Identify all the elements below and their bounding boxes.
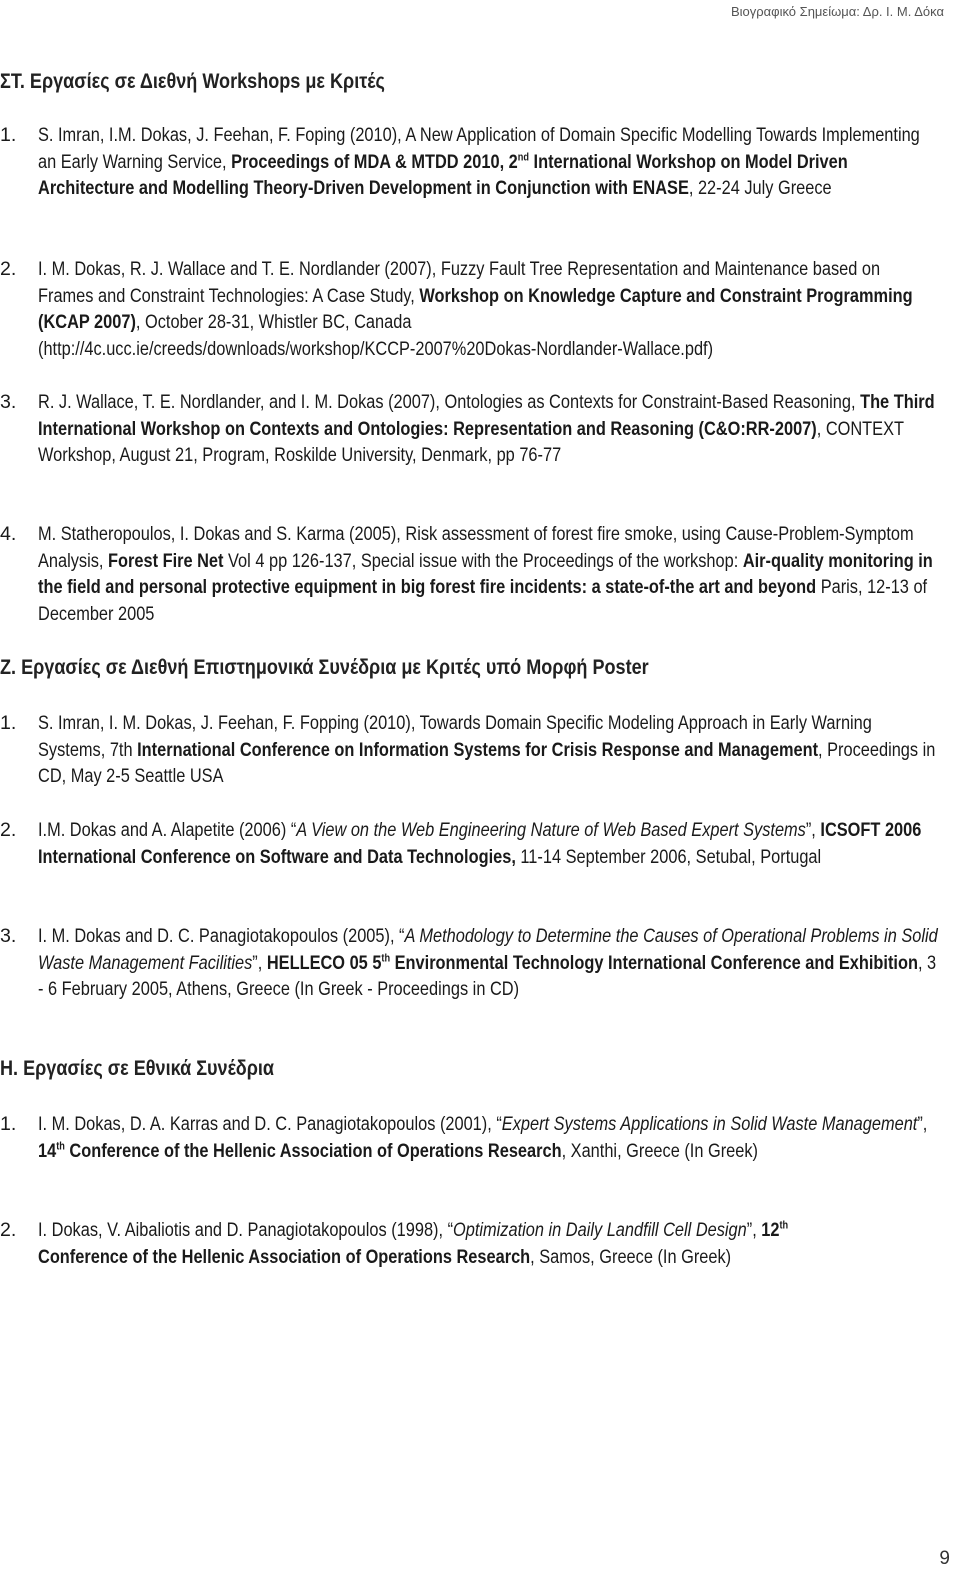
entry-text: I. M. Dokas and D. C. Panagiotakopoulos (2005), “A Methodology to Determine the Causes of Operational Problems in Solid Waste Management Facilities”, HELLECO 05 5th Environmental Technology International Conference and Exhibition, 3 - 6 February 2005, Athens, Greece (In Greek - Proceedings in CD) (38, 925, 938, 1001)
entry-number: 1. (0, 124, 17, 146)
entry-number: 3. (0, 925, 17, 947)
page-number: 9 (939, 1548, 950, 1569)
entry-text: M. Statheropoulos, I. Dokas and S. Karma (2005), Risk assessment of forest fire smoke, using Cause-Problem-Symptom Analysis, Forest Fire Net Vol 4 pp 126-137, Special issue with the Proceedings of the workshop: Air-quality monitoring in the field and personal protective equipment in big forest fire incidents: a state-of-the art and beyond Paris, 12-13 of December 2005 (38, 523, 933, 625)
section-title-national-conferences: Η. Εργασίες σε Εθνικά Συνέδρια (0, 1057, 274, 1080)
entry-text: I. M. Dokas, R. J. Wallace and T. E. Nordlander (2007), Fuzzy Fault Tree Representation and Maintenance based on Frames and Constraint Technologies: A Case Study, Workshop on Knowledge Capture and Constraint Programming (KCAP 2007), October 28-31, Whistler BC, Canada (http://4c.ucc.ie/creeds/downloads/workshop/KCCP-2007%20Dokas-Nordlander-Wallace.pdf) (38, 258, 913, 360)
entry-text: R. J. Wallace, T. E. Nordlander, and I. M. Dokas (2007), Ontologies as Contexts for Constraint-Based Reasoning, The Third International Workshop on Contexts and Ontologies: Representation and Reasoning (C&O:RR-2007), CONTEXT Workshop, August 21, Program, Roskilde University, Denmark, pp 76-77 (38, 391, 935, 467)
running-header: Βιογραφικό Σημείωμα: Δρ. Ι. Μ. Δόκα (730, 4, 944, 19)
entry-number: 3. (0, 391, 17, 413)
entry-text: S. Imran, I.M. Dokas, J. Feehan, F. Foping (2010), A New Application of Domain Specific Modelling Towards Implementing an Early Warning Service, Proceedings of MDA & MTDD 2010, 2nd International Workshop on Model Driven Architecture and Modelling Theory-Driven Development in Conjunction with ENASE, 22-24 July Greece (38, 124, 920, 200)
entry-number: 2. (0, 819, 17, 841)
section-title-poster-conferences: Ζ. Εργασίες σε Διεθνή Επιστημονικά Συνέδρια με Κριτές υπό Μορφή Poster (0, 656, 649, 679)
entry-number: 1. (0, 1113, 17, 1135)
entry-number: 2. (0, 1219, 17, 1241)
entry-number: 2. (0, 258, 17, 280)
entry-text: I. M. Dokas, D. A. Karras and D. C. Panagiotakopoulos (2001), “Expert Systems Applications in Solid Waste Management”, 14th Conference of the Hellenic Association of Operations Research, Xanthi, Greece (In Greek) (38, 1113, 928, 1162)
entry-text: S. Imran, I. M. Dokas, J. Feehan, F. Fopping (2010), Towards Domain Specific Modeling Approach in Early Warning Systems, 7th International Conference on Information Systems for Crisis Response and Management, Proceedings in CD, May 2-5 Seattle USA (38, 712, 936, 788)
entry-number: 1. (0, 712, 17, 734)
entry-link[interactable]: (http://4c.ucc.ie/creeds/downloads/workshop/KCCP-2007%20Dokas-Nordlander-Wallace.pdf) (38, 337, 714, 360)
section-title-workshops: ΣΤ. Εργασίες σε Διεθνή Workshops με Κριτές (0, 70, 385, 93)
entry-number: 4. (0, 523, 17, 545)
entry-text: I.M. Dokas and A. Alapetite (2006) “A View on the Web Engineering Nature of Web Based Expert Systems”, ICSOFT 2006 International Conference on Software and Data Technologies, 11-14 September 2006, Setubal, Portugal (38, 819, 922, 868)
entry-text: I. Dokas, V. Aibaliotis and D. Panagiotakopoulos (1998), “Optimization in Daily Landfill Cell Design”, 12th Conference of the Hellenic Association of Operations Research, Samos, Greece (In Greek) (38, 1219, 789, 1268)
